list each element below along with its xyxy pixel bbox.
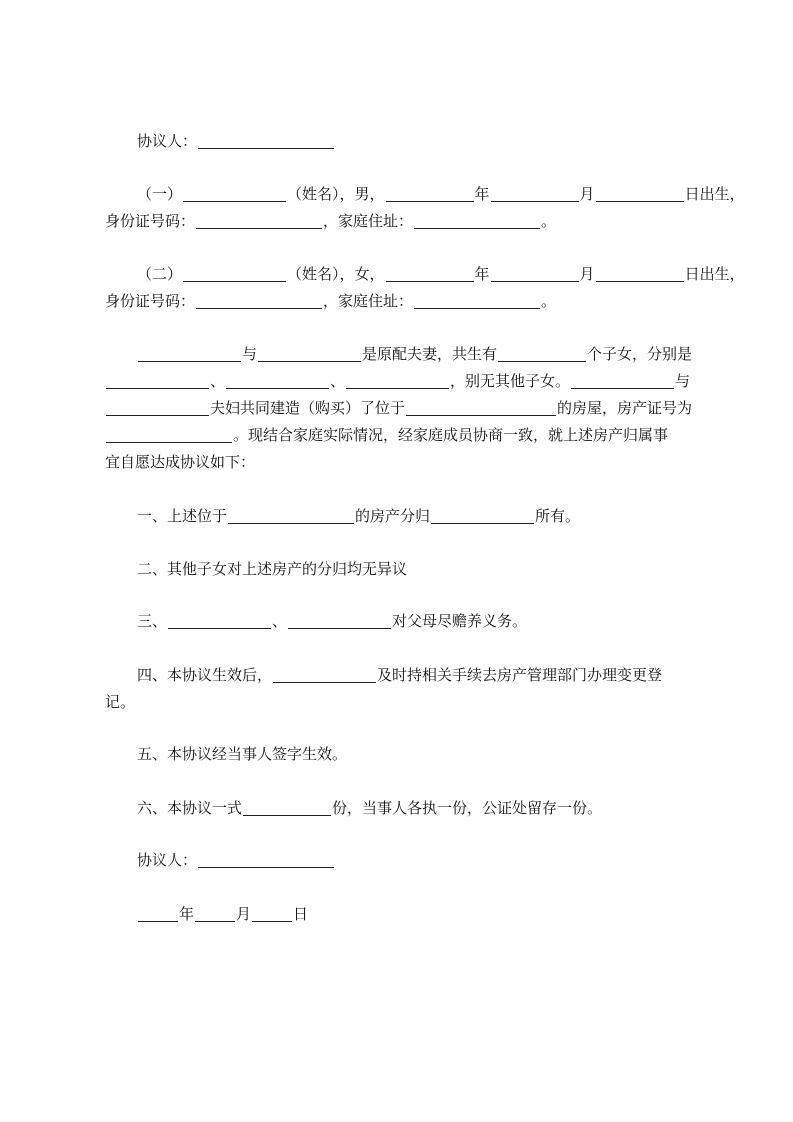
party2-line1 (137, 260, 745, 288)
intro-line5 (105, 448, 255, 476)
clause-4-line2 (105, 688, 135, 716)
clause4-a: 四、本协议生效后， (137, 666, 273, 684)
clause3-a: 三、 (137, 612, 168, 630)
clause1-location-blank[interactable] (228, 506, 354, 524)
parties-label: 协议人： (137, 132, 198, 150)
child1-blank[interactable] (106, 371, 209, 389)
house-location-blank[interactable] (406, 398, 556, 416)
intro-sep-1: 、 (210, 372, 226, 390)
clause4-person-blank[interactable] (273, 665, 376, 683)
clause6-b: 份，当事人各执一份，公证处留存一份。 (332, 799, 603, 817)
party2-id-label: 身份证号码： (105, 292, 196, 310)
party2-month-blank[interactable] (491, 264, 579, 282)
party1-prefix: （一） (137, 185, 183, 203)
clause-6 (137, 794, 602, 822)
intro-sep-2: 、 (330, 372, 346, 390)
party1-line2 (105, 207, 556, 235)
owner2-blank[interactable] (106, 398, 209, 416)
clause6-copies-blank[interactable] (243, 798, 331, 816)
parties-blank[interactable] (198, 131, 334, 149)
child3-blank[interactable] (346, 371, 449, 389)
clause3-sep: 、 (272, 612, 288, 630)
clause-1 (137, 502, 580, 530)
party1-end: 。 (541, 212, 557, 230)
husband-blank[interactable] (138, 344, 241, 362)
clause6-a: 六、本协议一式 (137, 799, 243, 817)
clause2-text: 二、其他子女对上述房产的分归均无异议 (137, 560, 408, 578)
clause1-a: 一、上述位于 (137, 507, 228, 525)
clause1-b: 的房产分归 (355, 507, 431, 525)
party1-name-blank[interactable] (183, 184, 286, 202)
clause5-text: 五、本协议经当事人签字生效。 (137, 745, 348, 763)
intro-no-other: ，别无其他子女。 (450, 372, 571, 390)
party2-month: 月 (579, 265, 595, 283)
intro-children: 个子女，分别是 (587, 345, 693, 363)
party1-month: 月 (579, 185, 595, 203)
party1-name-note: （姓名），男， (287, 185, 385, 203)
clause1-owner-blank[interactable] (431, 506, 534, 524)
intro-line2 (105, 367, 690, 395)
footer-day-blank[interactable] (252, 904, 292, 922)
footer-day: 日 (293, 905, 309, 923)
party2-line2 (105, 287, 556, 315)
intro-house: 的房屋，房产证号为 (557, 399, 693, 417)
party2-year-blank[interactable] (386, 264, 474, 282)
intro-text-5: 宜自愿达成协议如下： (105, 453, 256, 471)
party2-day-blank[interactable] (596, 264, 684, 282)
clause-4-line1 (137, 661, 662, 689)
children-count-blank[interactable] (498, 344, 586, 362)
party1-month-blank[interactable] (491, 184, 579, 202)
party1-id-label: 身份证号码： (105, 212, 196, 230)
party2-end: 。 (541, 292, 557, 310)
clause4-c: 记。 (105, 693, 136, 711)
footer-month-blank[interactable] (195, 904, 235, 922)
clause3-child1-blank[interactable] (168, 611, 271, 629)
certificate-number-blank[interactable] (106, 425, 232, 443)
intro-and: 与 (242, 345, 258, 363)
child2-blank[interactable] (226, 371, 329, 389)
party1-birth: 日出生， (684, 185, 745, 203)
party1-year-blank[interactable] (386, 184, 474, 202)
parties-line (137, 127, 335, 155)
footer-year-blank[interactable] (138, 904, 178, 922)
party2-address-label: ，家庭住址： (323, 292, 414, 310)
intro-text-4: 。现结合家庭实际情况，经家庭成员协商一致，就上述房产归属事 (233, 426, 669, 444)
party2-prefix: （二） (137, 265, 183, 283)
intro-spouse: 是原配夫妻，共生有 (362, 345, 498, 363)
footer-date-line (137, 900, 308, 928)
footer-year: 年 (179, 905, 195, 923)
footer-parties-blank[interactable] (198, 850, 334, 868)
owner1-blank[interactable] (571, 371, 674, 389)
party2-name-note: （姓名），女， (287, 265, 385, 283)
intro-built: 夫妇共同建造（购买）了位于 (210, 399, 406, 417)
party2-name-blank[interactable] (183, 264, 286, 282)
clause1-c: 所有。 (535, 507, 581, 525)
footer-parties-line (137, 846, 335, 874)
clause-5 (137, 740, 347, 768)
party1-id-blank[interactable] (196, 211, 322, 229)
party1-address-label: ，家庭住址： (323, 212, 414, 230)
footer-month: 月 (236, 905, 252, 923)
intro-and-2: 与 (675, 372, 691, 390)
party2-year: 年 (474, 265, 490, 283)
party1-day-blank[interactable] (596, 184, 684, 202)
intro-line3 (105, 394, 692, 422)
intro-line1 (137, 340, 692, 368)
party1-year: 年 (474, 185, 490, 203)
party1-address-blank[interactable] (414, 211, 540, 229)
clause-2 (137, 555, 407, 583)
party2-address-blank[interactable] (414, 291, 540, 309)
footer-parties-label: 协议人： (137, 851, 198, 869)
clause3-child2-blank[interactable] (288, 611, 391, 629)
wife-blank[interactable] (258, 344, 361, 362)
clause3-b: 对父母尽赡养义务。 (392, 612, 528, 630)
clause-3 (137, 607, 527, 635)
party2-id-blank[interactable] (196, 291, 322, 309)
party2-birth: 日出生， (684, 265, 745, 283)
clause4-b: 及时持相关手续去房产管理部门办理变更登 (377, 666, 663, 684)
party1-line1 (137, 180, 745, 208)
intro-line4 (105, 421, 668, 449)
